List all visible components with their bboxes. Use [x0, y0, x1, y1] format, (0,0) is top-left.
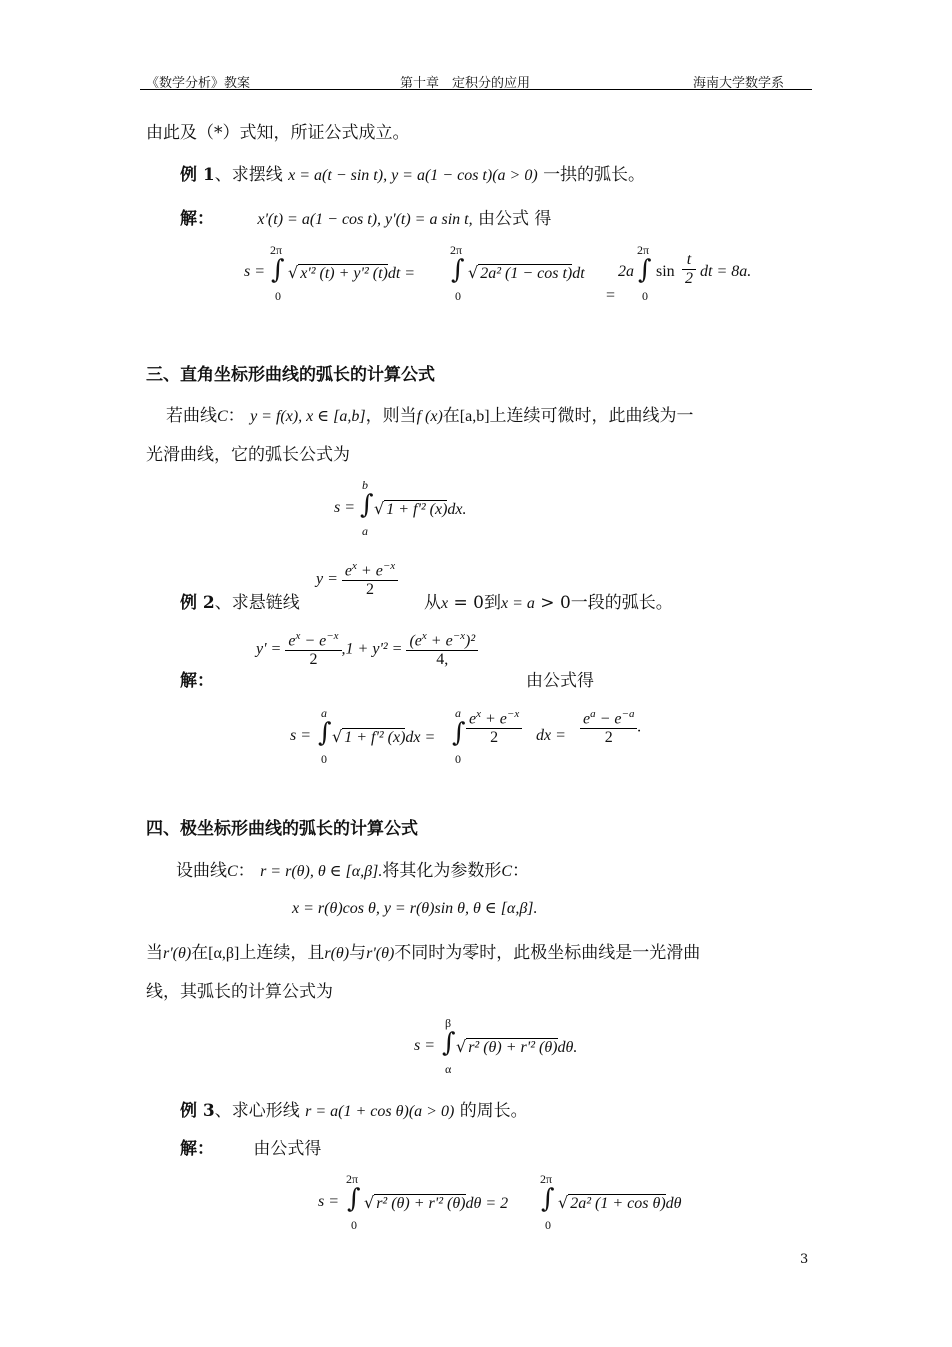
intro-line: 由此及（*）式知，所证公式成立。	[146, 123, 410, 143]
section4-title: 四、极坐标形曲线的弧长的计算公式	[146, 819, 418, 839]
section4-formula: s = β ∫ α √ r² (θ) + r'² (θ)dθ.	[414, 1016, 578, 1076]
example3-label: 例 3	[180, 1101, 215, 1121]
page-number: 3	[800, 1252, 809, 1267]
section3-paragraph-line1: 若曲线C： y = f(x), x ∈ [a,b]，则当f (x)在[a,b]上连续可微时，此曲线为一	[166, 406, 694, 426]
example2-by-formula: 由公式得	[526, 671, 594, 691]
section4-paragraph-line2: 当r'(θ)在[α,β]上连续，且r(θ)与r'(θ)不同时为零时，此极坐标曲线是一光滑曲	[146, 943, 701, 963]
example1-curve: x = a(t − sin t), y = a(1 − cos t)(a > 0)	[288, 167, 538, 184]
example2-line: 例 2、求悬链线	[180, 593, 300, 613]
header-left: 《数学分析》教案	[146, 76, 251, 91]
example2-range: 从x = 0到x = a > 0一段的弧长。	[424, 593, 673, 613]
section4-paragraph-line3: 线，其弧长的计算公式为	[146, 982, 333, 1002]
example1-label: 例 1	[180, 165, 215, 185]
example1-solution-line: 解： x'(t) = a(1 − cos t), y'(t) = a sin t, 由公式 得	[180, 209, 552, 229]
example3-curve: r = a(1 + cos θ)(a > 0)	[305, 1103, 455, 1120]
example1-line: 例 1、求摆线 x = a(t − sin t), y = a(1 − cos t)(a > 0) 一拱的弧长。	[180, 165, 646, 185]
example2-solution-label: 解：	[180, 671, 214, 691]
example3-line: 例 3、求心形线 r = a(1 + cos θ)(a > 0) 的周长。	[180, 1101, 528, 1121]
solution-label: 解	[180, 209, 197, 229]
example2-label: 例 2	[180, 593, 215, 613]
example2-derivative: y' = $\frac{e^x - e^{-x}}{2}$ ,1 + y'² = $\frac{(e^x + e^{-x})^2}{4,}$	[256, 630, 478, 669]
header-rule	[140, 89, 812, 90]
header-right: 海南大学数学系	[693, 76, 785, 91]
section3-curve-eq: y = f(x), x ∈ [a,b]	[250, 408, 366, 425]
section4-paragraph-line1: 设曲线C： r = r(θ), θ ∈ [α,β].将其化为参数形C：	[176, 861, 530, 881]
section4-param-form: x = r(θ)cos θ, y = r(θ)sin θ, θ ∈ [α,β].	[292, 900, 538, 917]
section3-title: 三、直角坐标形曲线的弧长的计算公式	[146, 365, 435, 385]
example1-derivatives: x'(t) = a(1 − cos t), y'(t) = a sin t,	[257, 211, 473, 228]
example2-formula: s = a ∫ 0 √ 1 + f'² (x)dx = a ∫ 0 $\frac{e^x + e^{-x}}{2}$ dx = $\frac{e^a - e^{-a}}{2}$ .	[290, 706, 642, 766]
example3-formula: s = 2π ∫ 0 √ r² (θ) + r'² (θ)dθ = 2 2π ∫ 0 √ 2a² (1 + cos θ)dθ	[318, 1172, 682, 1232]
example1-formula: s = 2π ∫ 0 √ x'² (t) + y'² (t)dt = 2π ∫ 0 √ 2a² (1 − cos t)dt = 2a 2π ∫ 0 sin $\frac{t}{2}$ dt = 8a.	[244, 243, 752, 304]
example2-catenary: y = $\frac{e^x + e^{-x}}{2}$	[316, 560, 398, 599]
header-center: 第十章 定积分的应用	[400, 76, 531, 91]
section3-formula: s = b ∫ a √ 1 + f'² (x)dx.	[334, 478, 467, 538]
section3-paragraph-line2: 光滑曲线，它的弧长公式为	[146, 445, 350, 465]
example3-solution-line: 解： 由公式得	[180, 1139, 322, 1159]
